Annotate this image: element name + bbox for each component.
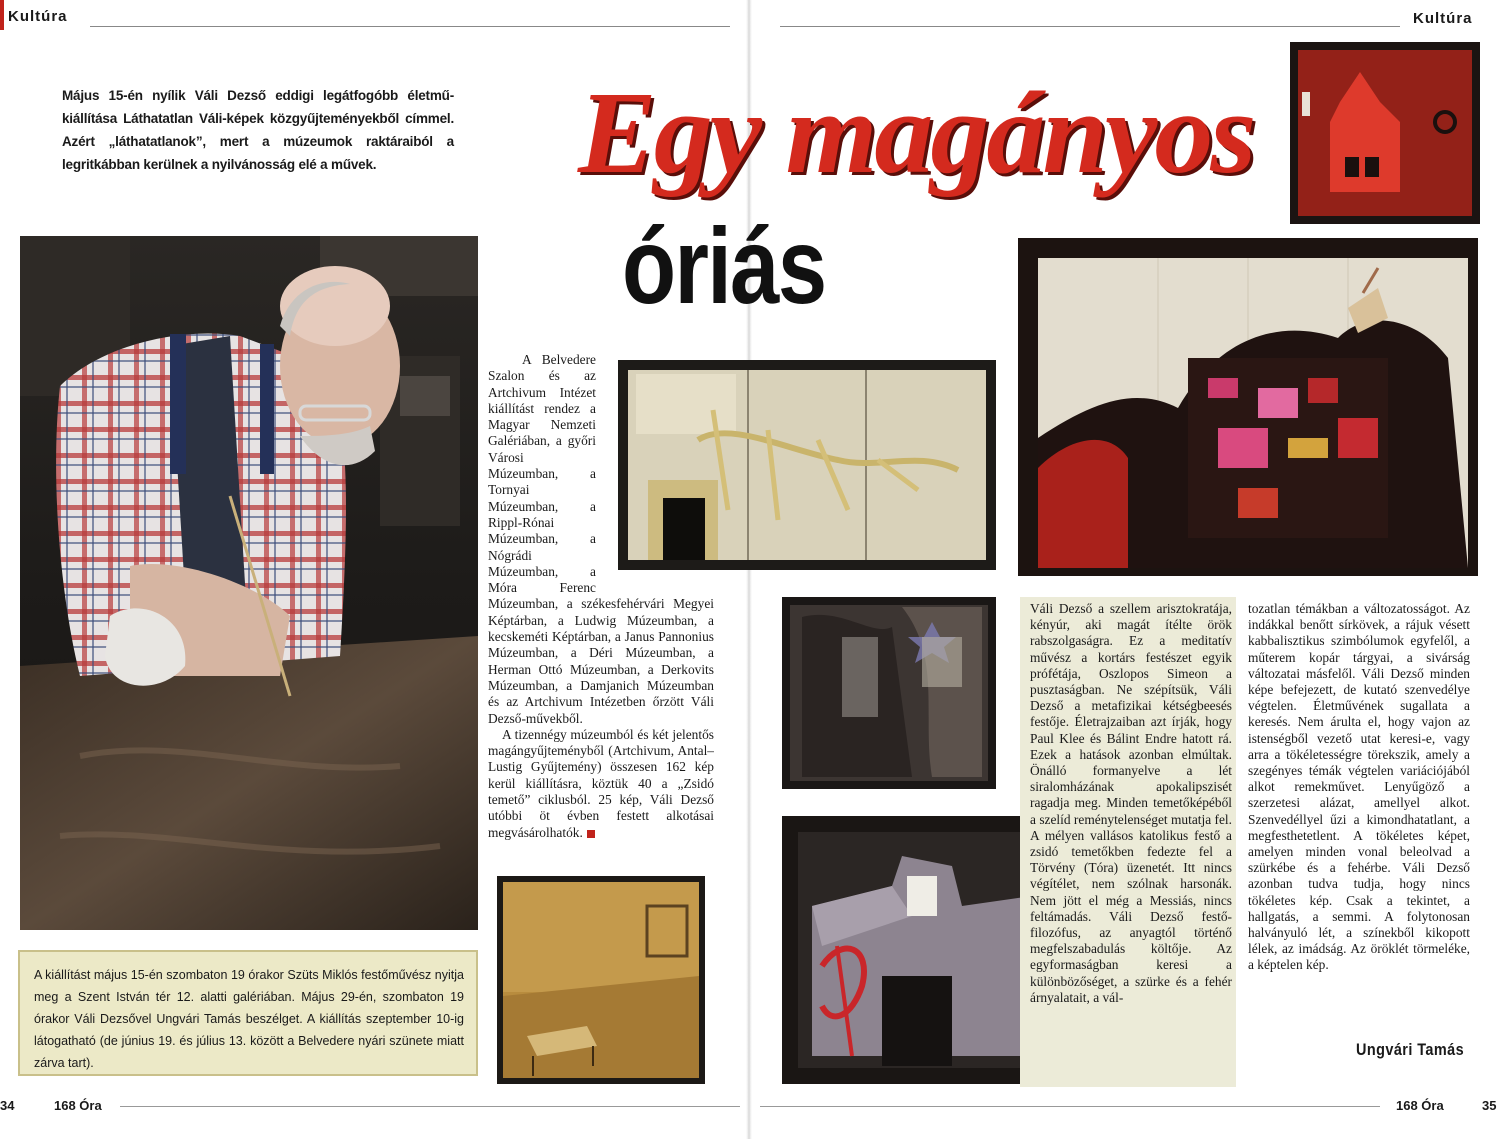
article-paragraph-2: A tizennégy múzeumból és két jelentős magángyűjteményből (Artchivum, Antal–Lustig Gyűjtemény) összesen 162 kép kerül kiállításra, köztük 40 a „Zsidó temető” ciklusból. 25 kép, Váli Dezső utóbbi öt évben festett alkotásai megvásárolhatók. xyxy=(488,726,714,840)
lead-paragraph: Május 15-én nyílik Váli Dezső eddigi legátfogóbb életmű-kiállítása Láthatatlan Váli-képek közgyűjteményekből címmel. Azért „láthatatlanok”, mert a múzeumok raktáraiból a legritkábban kerülnek a nyilvánosság elé a művek. xyxy=(62,88,454,172)
painting-dark-star xyxy=(782,597,996,789)
header-rule-right xyxy=(780,26,1400,27)
article-paragraph-1: A Belvedere Szalon és az Artchivum Intézet kiállítást rendez a Magyar Nemzeti Galériában, a győri Városi Múzeumban, a Tornyai Múzeumban, a Rippl-Rónai Múzeumban, a Nógrádi Múzeumban, a Móra Ferenc Múzeumban, a székesfehérvári Megyei Képtárban, a Ludwig Múzeumban, a kecskeméti Képtárban, a Janus Pannonius Múzeumban, a Déri Múzeumban, a Herman Ottó Múzeumban, a Derkovits Múzeumban, a Damjanich Múzeumban és az Artchivum Intézetben őrzött Váli Dezső-művekből. xyxy=(488,352,714,726)
article-author: Ungvári Tamás xyxy=(1356,1040,1465,1059)
exhibition-info-text: A kiállítást május 15-én szombaton 19 órakor Szüts Miklós festőművész nyitja meg a Szent István tér 12. alatti galériában. Május 29-én, szombaton 19 órakor Váli Dezsővel Ungvári Tamás beszélget. A kiállítás szeptember 10-ig látogatható (de június 19. és július 13. között a Belvedere nyári szünete miatt zárva tart). xyxy=(34,968,464,1070)
article-column-3 xyxy=(1030,601,1232,1083)
painting-red-house xyxy=(1290,42,1480,224)
page-number-right: 35 xyxy=(1482,1098,1497,1113)
painting-red-city xyxy=(1018,238,1478,576)
section-label-left: Kultúra xyxy=(8,8,68,25)
page-number-left: 34 xyxy=(0,1098,15,1113)
footer-rule-left xyxy=(120,1106,740,1107)
header-rule-left xyxy=(90,26,730,27)
article-paragraph-4: tozatlan témákban a változatosságot. Az indákkal benőtt sírkövek, a rájuk vésett kabbalisztikus szimbólumok egyfelől, a műterem kopár tárgyai, a sivárság változatai másfelől. Váli Dezső minden képe befejezett, de kutató szenvedélye végtelen. Életművének sugallata a keresés. Nem árulta el, hogy vajon az istenségből vezető utat keresi-e, vagy arra a tökéletességre törekszik, amely a szegényes témák végtelen variációjából alkot remekművet. Lenyűgöző a szerzetesi alázat, amellyel alkot. Szenvedéllyel űzi a kimondhatatlant, a megfesthetetlent. A tökéletes képet, amelyen minden vonal beleolvad a szürkébe és a fehérbe. Váli Dezső azonban tudva tudja, hogy nincs tökéletes kép. Csak a tekintet, a hallgatás, a semmi. A folytonosan halványuló lét, a színekből kikopott lélek, az imádság. Az öröklét törmeléke, a képtelen kép. xyxy=(1248,601,1470,973)
painting-ochre-interior xyxy=(497,876,705,1084)
painting-grey-building xyxy=(782,816,1060,1084)
painting-triptych-gold xyxy=(618,360,996,570)
article-end-mark xyxy=(587,830,595,838)
footer-rule-right xyxy=(760,1106,1380,1107)
publication-name-left: 168 Óra xyxy=(54,1098,102,1113)
article-title-line1: Egy magányos xyxy=(578,67,1254,198)
article-title-line2: óriás xyxy=(622,205,826,326)
publication-name-right: 168 Óra xyxy=(1396,1098,1444,1113)
article-column-4 xyxy=(1248,601,1470,1021)
exhibition-info-box xyxy=(18,950,478,1076)
section-label-right: Kultúra xyxy=(1413,10,1473,27)
red-edge-mark xyxy=(0,0,4,30)
article-paragraph-3: Váli Dezső a szellem arisztokratája, kényúr, aki magát ítélte örök rabszolgaságra. Ez a meditatív művész a kortárs festészet egyik prófétája, Oszlopos Simeon a pusztaságban. Ne szépítsük, Váli Dezső a metafizikai kétségbeesés festője. Életrajzaiban azt írják, hogy Paul Klee és Bálint Endre hatott rá. Ezek a hatások azonban elmúltak. Önálló formanyelve a lét siralomházának apokalipszisét ragadja meg. Minden temetőképéből a szelíd reménytelenséget mutatja fel. A mélyen vallásos katolikus festő a zsidó temetőkben fedezte fel a Törvény (Tóra) üzenetét. Itt nincs végítélet, nem szólnak harsonák. Nem jött el még a Messiás, nincs feltámadás. Váli Dezső festő-filozófus, az anyagtól történő megfelszabadulás költője. Az egyformaságban keresi a különbözőséget, a szürke és a fehér árnyalatait, a vál- xyxy=(1030,601,1232,1005)
photo-artist-painting xyxy=(20,236,478,930)
